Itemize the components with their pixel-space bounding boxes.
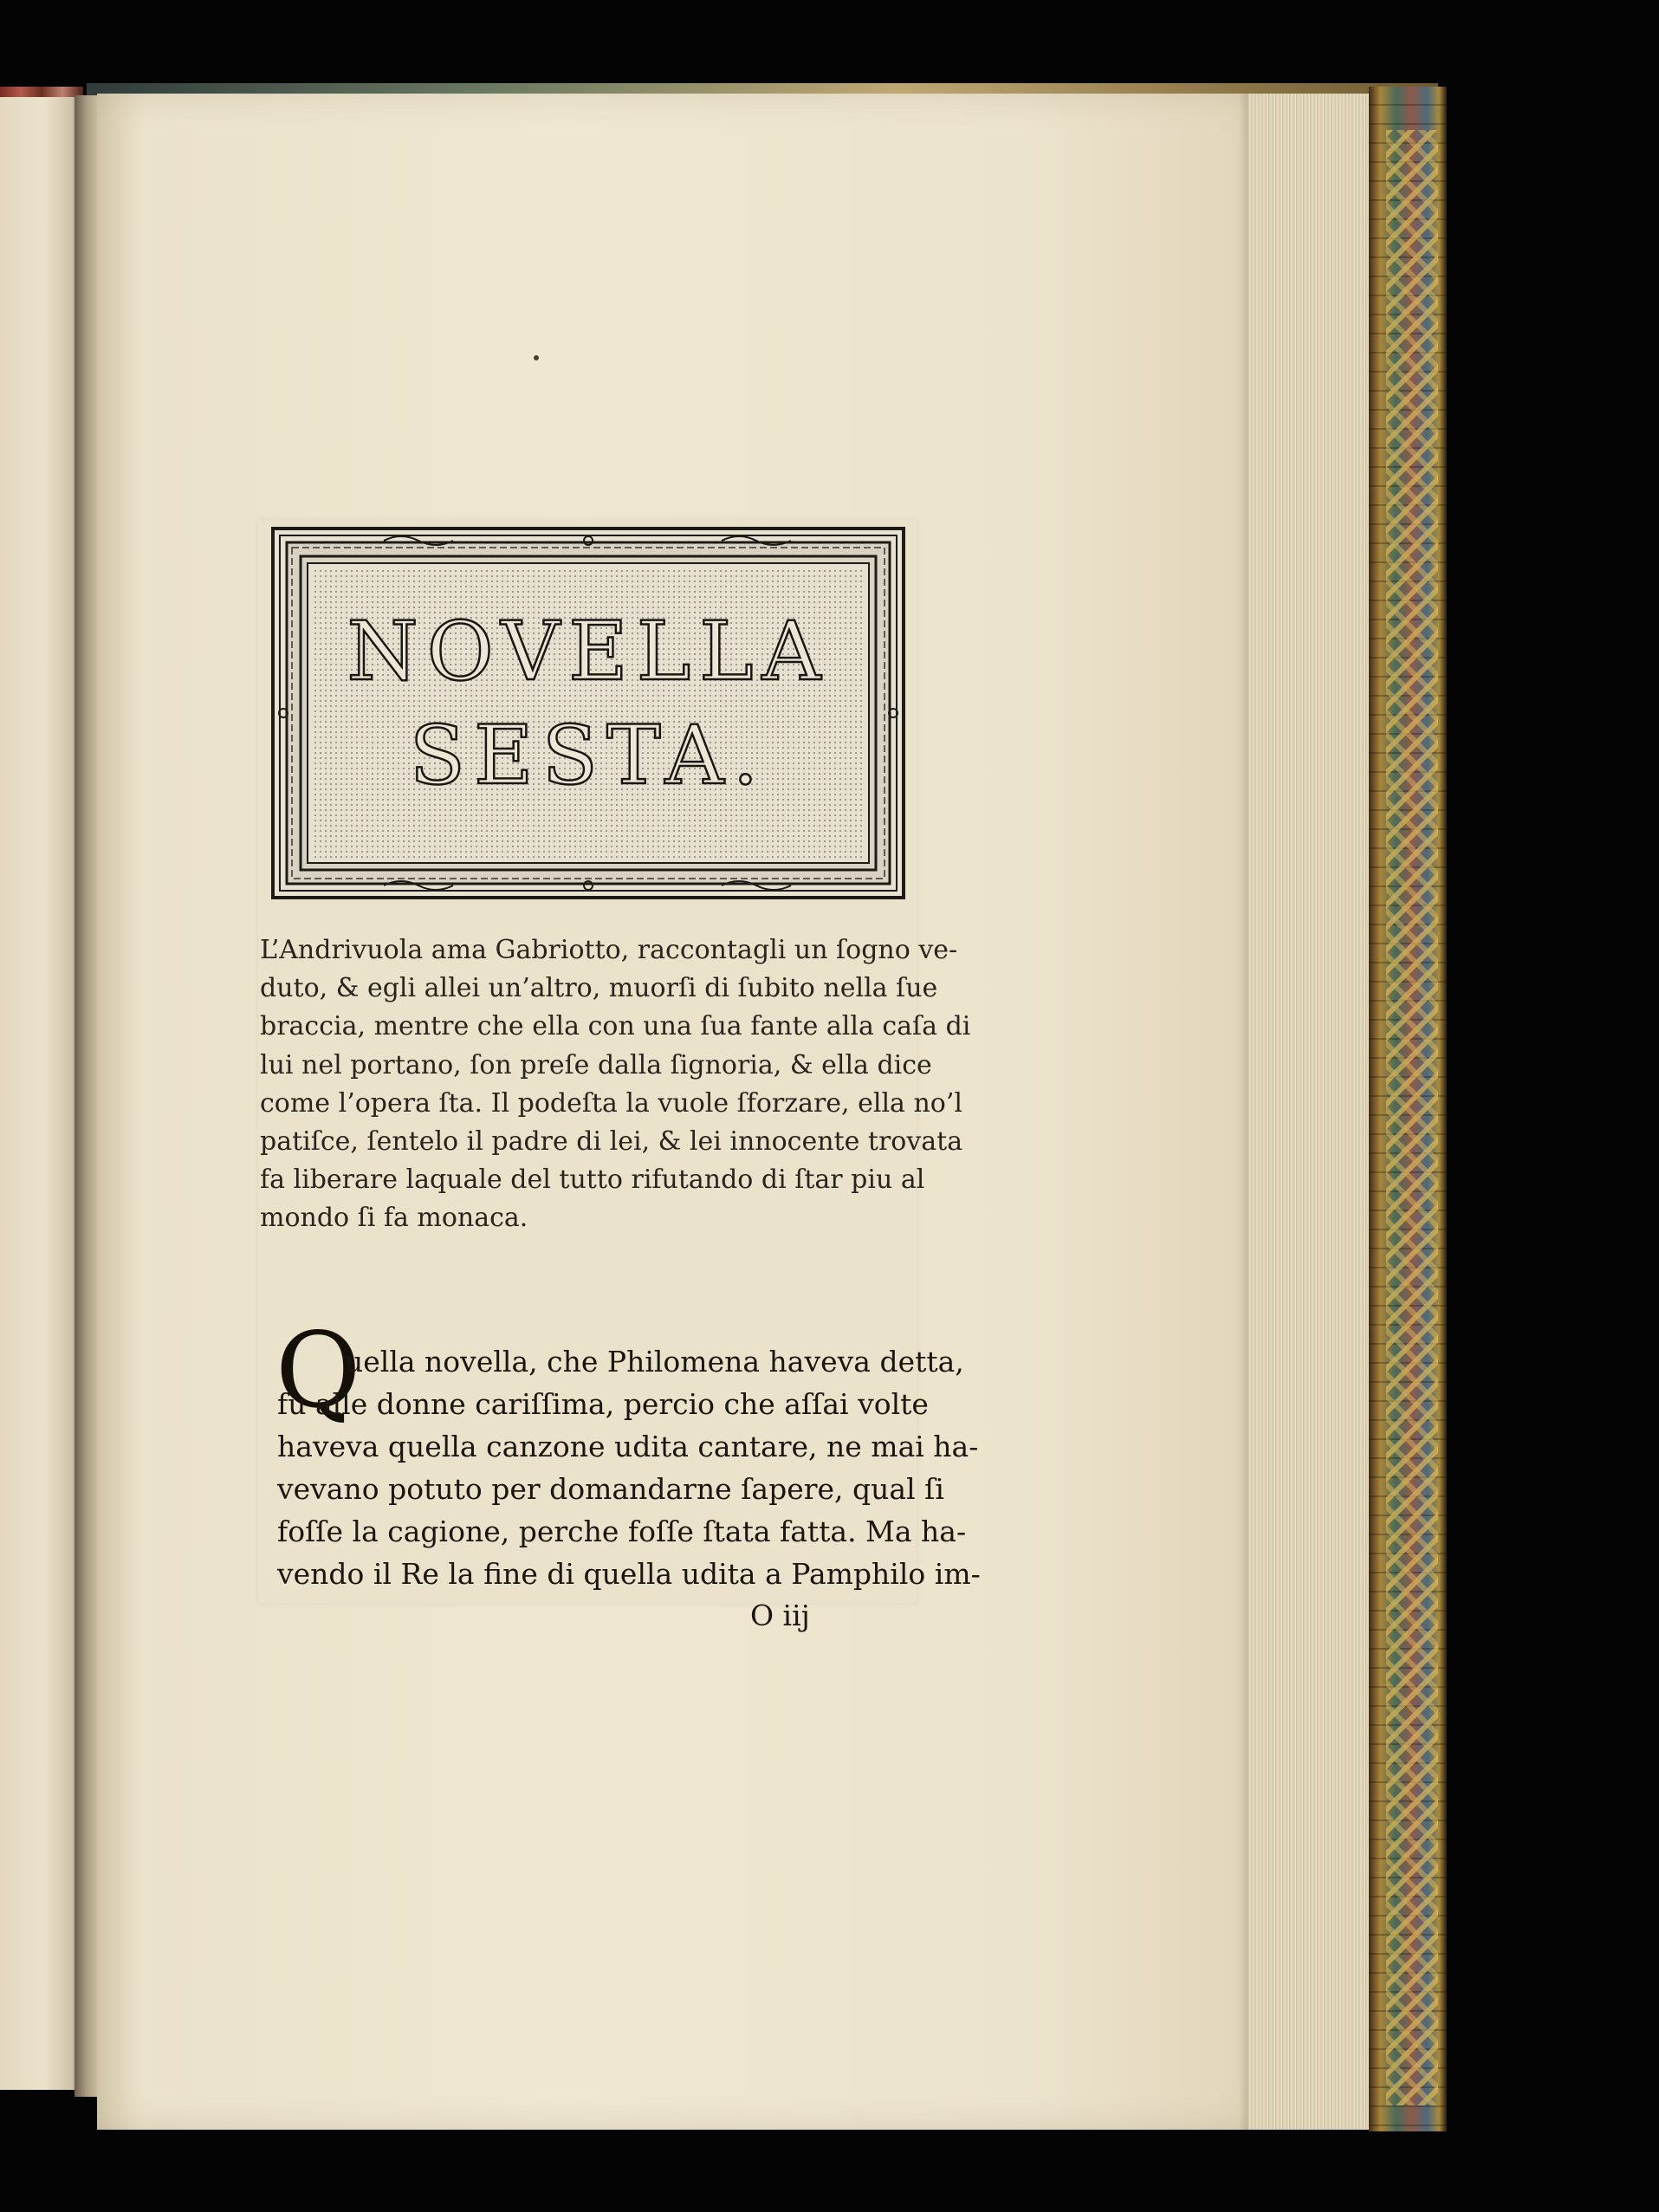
body-line: vendo il Re la fine di quella udita a Pamphilo im- (277, 1557, 981, 1591)
body-line: vevano potuto per domandarne ſapere, qual ſi (277, 1472, 944, 1506)
summary-line: patiſce, ſentelo il padre di lei, & lei innocente trovata (260, 1126, 963, 1158)
body-text (277, 1383, 981, 1595)
body-line: haveva quella canzone udita cantare, ne mai ha- (277, 1430, 979, 1463)
summary-line: lui nel portano, ſon preſe dalla ſignoria, & ella dice (260, 1049, 932, 1080)
headpiece-title-line1: NOVELLA (347, 605, 830, 699)
title-headpiece (271, 527, 905, 899)
chapter-summary (260, 931, 971, 1238)
body-line: uella novella, che Philomena haveva detta, (345, 1345, 964, 1378)
body-line: fu alle donne cariſſima, percio che aſſai volte (277, 1387, 929, 1421)
body-line: foſſe la cagione, perche foſſe ſtata fatta. Ma ha- (277, 1515, 967, 1548)
summary-line: mondo ſi fa monaca. (260, 1203, 528, 1234)
summary-line: L’Andrivuola ama Gabriotto, raccontagli un ſogno ve- (260, 935, 958, 965)
summary-line: braccia, mentre che ella con una ſua fante alla caſa di (260, 1011, 971, 1042)
summary-line: duto, & egli allei un’altro, muorſi di ſubito nella ſue (260, 973, 938, 1004)
signature-mark: O iij (750, 1599, 810, 1632)
drop-cap: Q (275, 1311, 361, 1431)
body-first-line-block (345, 1341, 964, 1383)
page-speck (534, 355, 539, 360)
summary-line: fa liberare laquale del tutto rifutando di ſtar piu al (260, 1164, 925, 1196)
spine-chevron-ornament (1386, 130, 1438, 2105)
summary-line: come l’opera ſta. Il podeſta la vuole ſforzare, ella no’l (260, 1087, 962, 1119)
fore-edge-page-stack (1247, 94, 1369, 2130)
headpiece-title-line2: SESTA. (409, 709, 768, 803)
left-page-sliver (0, 97, 80, 2090)
